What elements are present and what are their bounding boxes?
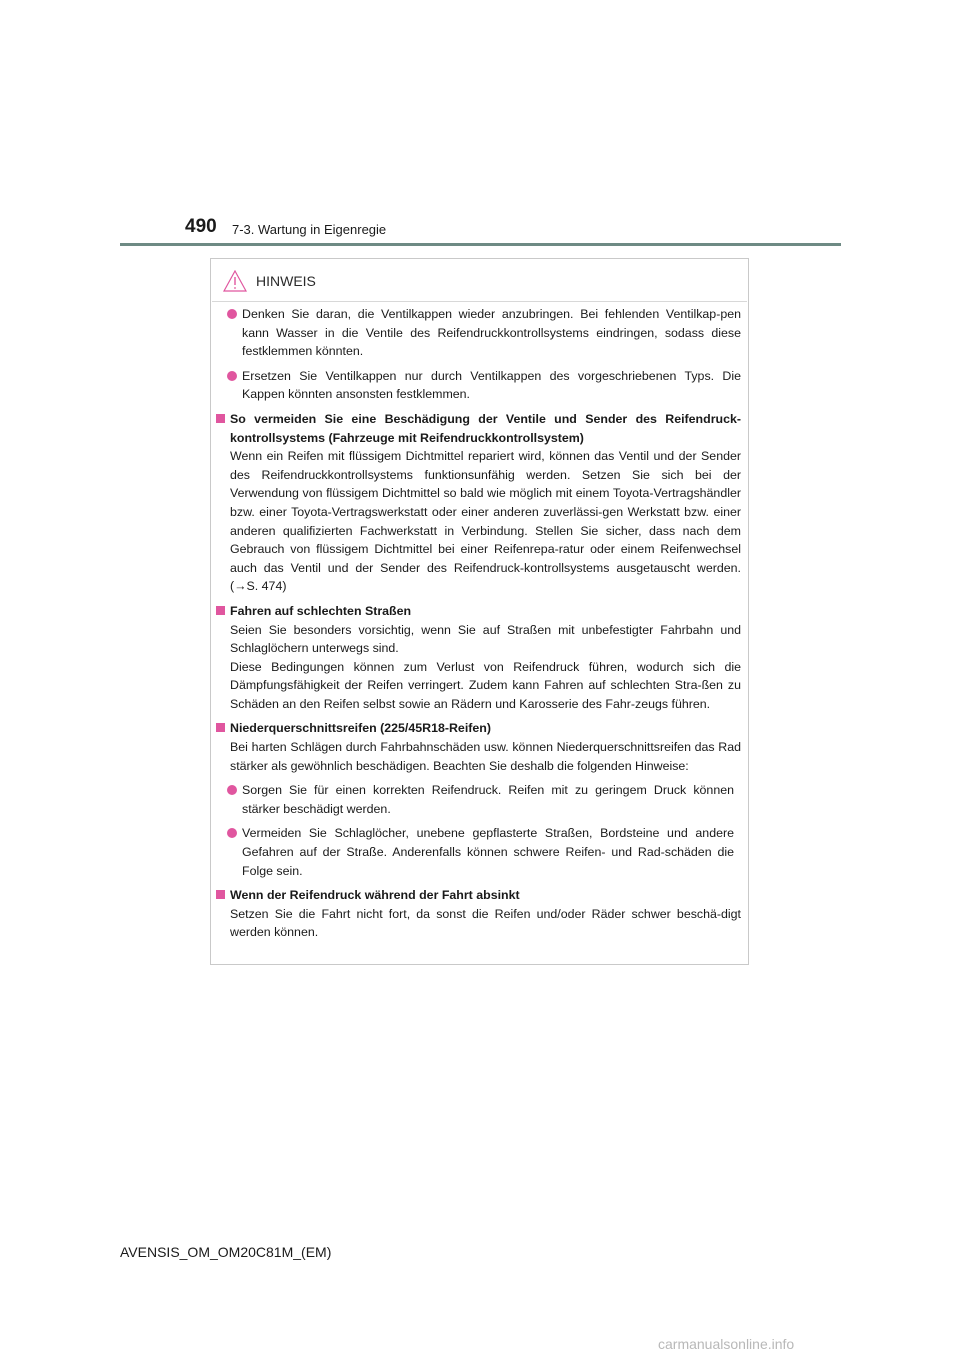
section-heading: Fahren auf schlechten Straßen xyxy=(230,603,412,618)
watermark: carmanualsonline.info xyxy=(658,1336,795,1352)
section-text xyxy=(230,447,741,596)
bullet-dot-icon xyxy=(227,785,237,795)
notice-header xyxy=(223,268,316,294)
square-bullet-icon xyxy=(216,723,225,732)
notice-section xyxy=(211,602,748,714)
bullet-dot-icon xyxy=(227,309,237,319)
notice-body xyxy=(211,305,748,948)
section-paragraph: Wenn ein Reifen mit flüssigem Dichtmittel repariert wird, können das Ventil und der Sender des Reifendruckkontrollsystems funktionsunfähig werden. Setzen Sie sich bei der Verwendung von flüssigem Dichtmittel so bald wie möglich mit einem Toyota-Vertragshändler bzw. einer Toyota-Vertragswerkstatt oder einer anderen zuverlässi-gen Werkstatt bzw. einer anderen qualifizierten Fachwerkstatt in Verbindung. Stellen Sie sicher, dass nach dem Gebrauch von flüssigem Dichtmittel bei einer Reifenrepa-ratur oder einem Reifenwechsel auch das Ventil und der Sender des Reifendruck-kontrollsystems ausgetauscht werden. (→S. 474) xyxy=(230,449,741,594)
square-bullet-icon xyxy=(216,606,225,615)
section-bullet-text: Sorgen Sie für einen korrekten Reifendruck. Reifen mit zu geringem Druck können stärker beschädigt werden. xyxy=(242,783,734,816)
page-number: 490 xyxy=(185,216,217,237)
section-bullet-list xyxy=(230,781,741,880)
notice-section xyxy=(211,719,748,880)
bullet-dot-icon xyxy=(227,828,237,838)
notice-header-rule xyxy=(212,301,747,302)
section-paragraph: Setzen Sie die Fahrt nicht fort, da sonst die Reifen und/oder Räder schwer beschä-digt werden können. xyxy=(230,906,741,940)
notice-title: HINWEIS xyxy=(256,273,316,289)
section-paragraph: Bei harten Schlägen durch Fahrbahnschäden usw. können Niederquerschnittsreifen das Rad stärker als gewöhnlich beschädigen. Beachten Sie deshalb die folgenden Hinweise: xyxy=(230,740,741,773)
notice-section xyxy=(211,886,748,942)
section-title: 7-3. Wartung in Eigenregie xyxy=(232,222,387,237)
header-rule xyxy=(120,243,841,246)
section-heading: So vermeiden Sie eine Beschädigung der Ventile und Sender des Reifendruck-kontrollsystems (Fahrzeuge mit Reifendruckkontrollsystem) xyxy=(230,411,741,445)
section-paragraph: Diese Bedingungen können zum Verlust von Reifendruck führen, wodurch sich die Dämpfungsfähigkeit der Reifen verringert. Zudem kann Fahren auf schlechten Stra-ßen zu Schäden an den Reifen selbst sowie an Rädern und Karosserie des Fahr-zeugs führen. xyxy=(230,659,741,711)
bullet-dot-icon xyxy=(227,371,237,381)
notice-bullet-text: Ersetzen Sie Ventilkappen nur durch Ventilkappen des vorgeschriebenen Typs. Die Kappen könnten ansonsten festklemmen. xyxy=(242,368,741,402)
section-paragraph: Seien Sie besonders vorsichtig, wenn Sie auf Straßen mit unbefestigter Fahrbahn und Schlaglöchern unterwegs sind. xyxy=(230,622,741,656)
notice-section xyxy=(211,410,748,596)
square-bullet-icon xyxy=(216,890,225,899)
section-bullet-item xyxy=(230,824,741,880)
notice-bullet-item xyxy=(211,367,748,404)
section-text xyxy=(230,621,741,714)
section-bullet-text: Vermeiden Sie Schlaglöcher, unebene gepflasterte Straßen, Bordsteine und andere Gefahren auf der Straße. Anderenfalls können schwere Reifen- und Rad-schäden die Folge sein. xyxy=(242,826,734,878)
section-text xyxy=(230,905,741,942)
footer-code: AVENSIS_OM_OM20C81M_(EM) xyxy=(120,1244,332,1260)
warning-triangle-icon xyxy=(223,270,247,292)
section-heading: Niederquerschnittsreifen (225/45R18-Reifen) xyxy=(230,721,491,736)
section-text xyxy=(230,738,741,775)
section-heading: Wenn der Reifendruck während der Fahrt absinkt xyxy=(230,888,520,903)
notice-bullet-item xyxy=(211,305,748,361)
square-bullet-icon xyxy=(216,414,225,423)
section-bullet-item xyxy=(230,781,741,818)
notice-bullet-text: Denken Sie daran, die Ventilkappen wieder anzubringen. Bei fehlenden Ventilkap-pen kann Wasser in die Ventile des Reifendruckkontrollsystems eindringen, sodass diese festklemmen könnten. xyxy=(242,307,741,359)
notice-box xyxy=(210,258,749,965)
